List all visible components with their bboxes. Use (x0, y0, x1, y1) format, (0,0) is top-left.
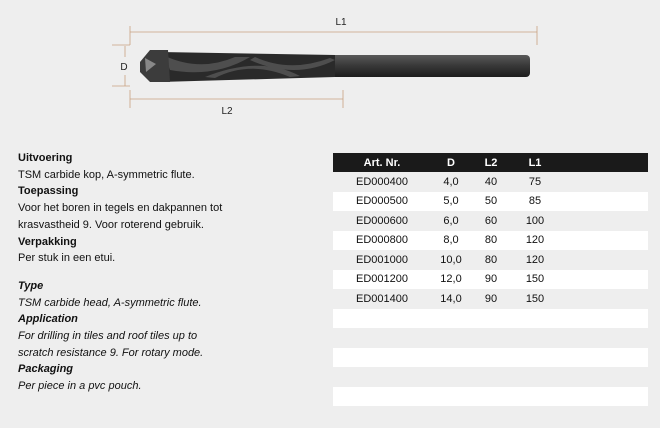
table-cell: 6,0 (443, 214, 459, 227)
text-line: Per stuk in een etui. (18, 252, 116, 265)
text-line: For drilling in tiles and roof tiles up to (18, 330, 198, 343)
table-row (333, 172, 648, 192)
header-art-nr: Art. Nr. (363, 156, 401, 169)
table-row (333, 387, 648, 407)
table-cell: 40 (484, 175, 498, 188)
table-cell: 5,0 (443, 195, 459, 208)
heading-packaging: Packaging (18, 363, 74, 376)
table-cell: ED000600 (356, 214, 408, 227)
table-cell: 120 (525, 253, 545, 266)
table-cell: 90 (484, 273, 498, 286)
table-cell: 80 (484, 253, 498, 266)
heading-application: Application (18, 313, 78, 326)
table-cell: 12,0 (440, 273, 462, 286)
table-cell: 75 (528, 175, 542, 188)
table-cell: ED000500 (356, 195, 408, 208)
table-cell: ED001200 (356, 273, 408, 286)
table-cell: 50 (484, 195, 498, 208)
table-cell: 100 (525, 214, 545, 227)
table-row (333, 348, 648, 368)
l2-label: L2 (221, 106, 233, 117)
table-row (333, 192, 648, 212)
table-cell: 8,0 (443, 234, 459, 247)
table-cell: 14,0 (440, 292, 462, 305)
header-d: D (447, 156, 455, 169)
table-cell: 85 (528, 195, 542, 208)
table-row (333, 270, 648, 290)
table-row (333, 367, 648, 387)
table-row (333, 211, 648, 231)
description-nl (18, 150, 318, 267)
table-cell: 4,0 (443, 175, 459, 188)
table-cell: 150 (525, 273, 545, 286)
table-cell: 150 (525, 292, 545, 305)
heading-type: Type (18, 279, 44, 292)
l1-label: L1 (335, 17, 347, 28)
text-line: TSM carbide kop, A-symmetric flute. (18, 168, 195, 181)
text-line: TSM carbide head, A-symmetric flute. (18, 296, 202, 309)
table-row (333, 289, 648, 309)
table-cell: 90 (484, 292, 498, 305)
drill-shank (330, 55, 530, 77)
d-label: D (120, 62, 128, 73)
header-l2: L2 (484, 156, 498, 169)
table-cell: 60 (484, 214, 498, 227)
text-line: scratch resistance 9. For rotary mode. (18, 346, 204, 359)
text-line: Voor het boren in tegels en dakpannen tot (18, 202, 223, 215)
header-l1: L1 (528, 156, 542, 169)
table-header (333, 153, 648, 172)
table-row (333, 328, 648, 348)
table-row (333, 250, 648, 270)
drill-bit-drawing (0, 0, 660, 130)
heading-uitvoering: Uitvoering (18, 152, 73, 164)
table-row (333, 231, 648, 251)
table-cell: ED001000 (356, 253, 408, 266)
table-cell: ED000800 (356, 234, 408, 247)
table-row (333, 309, 648, 329)
table-cell: ED000400 (356, 175, 408, 188)
text-line: krasvastheid 9. Voor roterend gebruik. (18, 218, 204, 231)
table-cell: 120 (525, 234, 545, 247)
product-table (333, 153, 648, 406)
heading-toepassing: Toepassing (18, 185, 79, 198)
text-line: Per piece in a pvc pouch. (18, 380, 142, 393)
description-en (18, 278, 318, 395)
heading-verpakking: Verpakking (18, 235, 77, 248)
table-cell: ED001400 (356, 292, 408, 305)
table-cell: 80 (484, 234, 498, 247)
carbide-head (140, 50, 170, 82)
table-body (333, 172, 648, 406)
description-block (18, 150, 318, 395)
table-cell: 10,0 (440, 253, 462, 266)
